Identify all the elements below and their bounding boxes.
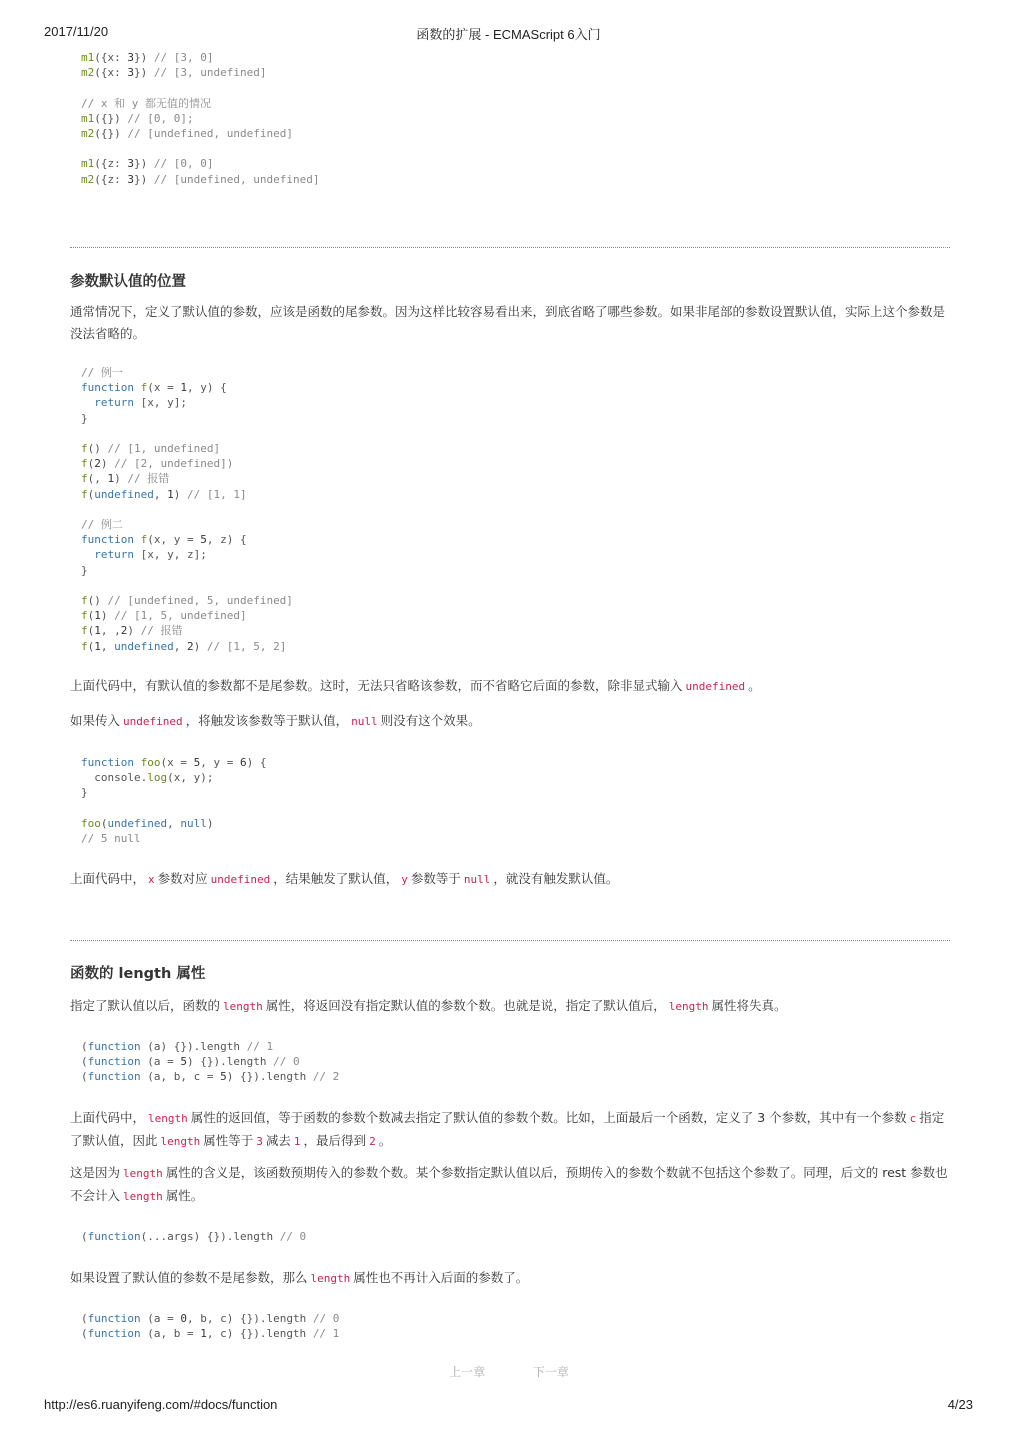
code-block: m1({x: 3}) // [3, 0] m2({x: 3}) // [3, undefined] // x 和 y 都无值的情况 m1({}) // [0, 0]; m2({}) // [undefined, undefined] m1({z: 3}) // [0, 0] m2({z: 3}) // [undefined, undefined]	[81, 51, 320, 186]
paragraph-length-intro: 指定了默认值以后，函数的 length 属性，将返回没有指定默认值的参数个数。也就是说，指定了默认值后， length 属性将失真。	[70, 998, 787, 1013]
inline-code: 3	[256, 1135, 263, 1148]
print-page-number: 4/23	[947, 1397, 973, 1412]
code-block-position-examples	[70, 365, 950, 654]
inline-code: length	[160, 1135, 201, 1148]
code-block: function foo(x = 5, y = 6) { console.log(x, y); } foo(undefined, null) // 5 null	[81, 756, 267, 846]
paragraph-non-tail-default: 如果设置了默认值的参数不是尾参数，那么 length 属性也不再计入后面的参数了。	[70, 1270, 529, 1285]
inline-code: undefined	[123, 715, 183, 728]
code-block-non-tail-length	[70, 1311, 950, 1341]
paragraph-explanation: 上面代码中，有默认值的参数都不是尾参数。这时，无法只省略该参数，而不省略它后面的参数，除非显式输入 undefined 。	[70, 678, 761, 693]
inline-code: 1	[293, 1135, 301, 1148]
paragraph-length-explanation: 上面代码中， length 属性的返回值，等于函数的参数个数减去指定了默认值的参数个数。比如，上面最后一个函数，定义了 3 个参数，其中有一个参数 c 指定了默认值，因此 length 属性等于 3 减去 1 ，最后得到 2 。	[70, 1110, 945, 1148]
code-block: (function(...args) {}).length // 0	[81, 1230, 307, 1243]
code-block-destructuring-examples	[70, 50, 950, 187]
inline-code: length	[223, 1000, 263, 1013]
paragraph-intro: 通常情况下，定义了默认值的参数，应该是函数的尾参数。因为这样比较容易看出来，到底省略了哪些参数。如果非尾部的参数设置默认值，实际上这个参数是没法省略的。	[70, 304, 946, 341]
print-title: 函数的扩展 - ECMAScript 6入门	[416, 27, 601, 42]
inline-code: length	[123, 1167, 163, 1180]
print-url: http://es6.ruanyifeng.com/#docs/function	[44, 1397, 278, 1412]
paragraph-undefined-null: 如果传入 undefined ，将触发该参数等于默认值， null 则没有这个效果。	[70, 713, 481, 728]
code-block: (function (a = 0, b, c) {}).length // 0 (function (a, b = 1, c) {}).length // 1	[81, 1312, 340, 1341]
section-heading-default-position: 参数默认值的位置	[70, 274, 186, 290]
code-block-rest-length	[70, 1229, 950, 1244]
inline-code: length	[668, 1000, 709, 1013]
code-block-length-examples	[70, 1039, 950, 1085]
print-footer	[44, 1397, 973, 1415]
inline-code: undefined	[685, 680, 746, 693]
inline-code: 2	[369, 1135, 376, 1148]
inline-code: null	[463, 873, 491, 886]
prev-chapter-link[interactable]: 上一章	[449, 1365, 486, 1379]
inline-code: length	[148, 1112, 188, 1125]
next-chapter-link[interactable]: 下一章	[532, 1365, 569, 1379]
section-divider	[70, 247, 950, 248]
inline-code: x	[148, 873, 155, 886]
inline-code: c	[909, 1112, 917, 1125]
inline-code: y	[401, 873, 408, 886]
paragraph-foo-explanation: 上面代码中， x 参数对应 undefined ，结果触发了默认值， y 参数等于 null ，就没有触发默认值。	[70, 871, 619, 886]
inline-code: length	[123, 1190, 163, 1203]
print-header	[44, 24, 973, 42]
print-date: 2017/11/20	[44, 24, 109, 39]
code-block-foo-example	[70, 755, 950, 846]
inline-code: undefined	[210, 873, 271, 886]
section-heading-length-property: 函数的 length 属性	[70, 966, 206, 982]
section-divider	[70, 940, 950, 941]
inline-code: length	[310, 1272, 351, 1285]
inline-code: null	[351, 715, 378, 728]
chapter-pager	[0, 1363, 1018, 1380]
code-block: // 例一 function f(x = 1, y) { return [x, y]; } f() // [1, undefined] f(2) // [2, undefined]) f(, 1) // 报错 f(undefined, 1) // [1, 1] // 例二 function f(x, y = 5, z) { return [x, y, z]; } f() // [undefined, 5, undefined] f(1) // [1, 5, undefined] f(1, ,2) // 报错 f(1, undefined, 2) // [1, 5, 2]	[81, 366, 293, 653]
paragraph-length-meaning: 这是因为 length 属性的含义是，该函数预期传入的参数个数。某个参数指定默认值以后，预期传入的参数个数就不包括这个参数了。同理，后文的 rest 参数也不会计入 length 属性。	[70, 1165, 948, 1203]
code-block: (function (a) {}).length // 1 (function (a = 5) {}).length // 0 (function (a, b, c = 5) {}).length // 2	[81, 1040, 340, 1084]
